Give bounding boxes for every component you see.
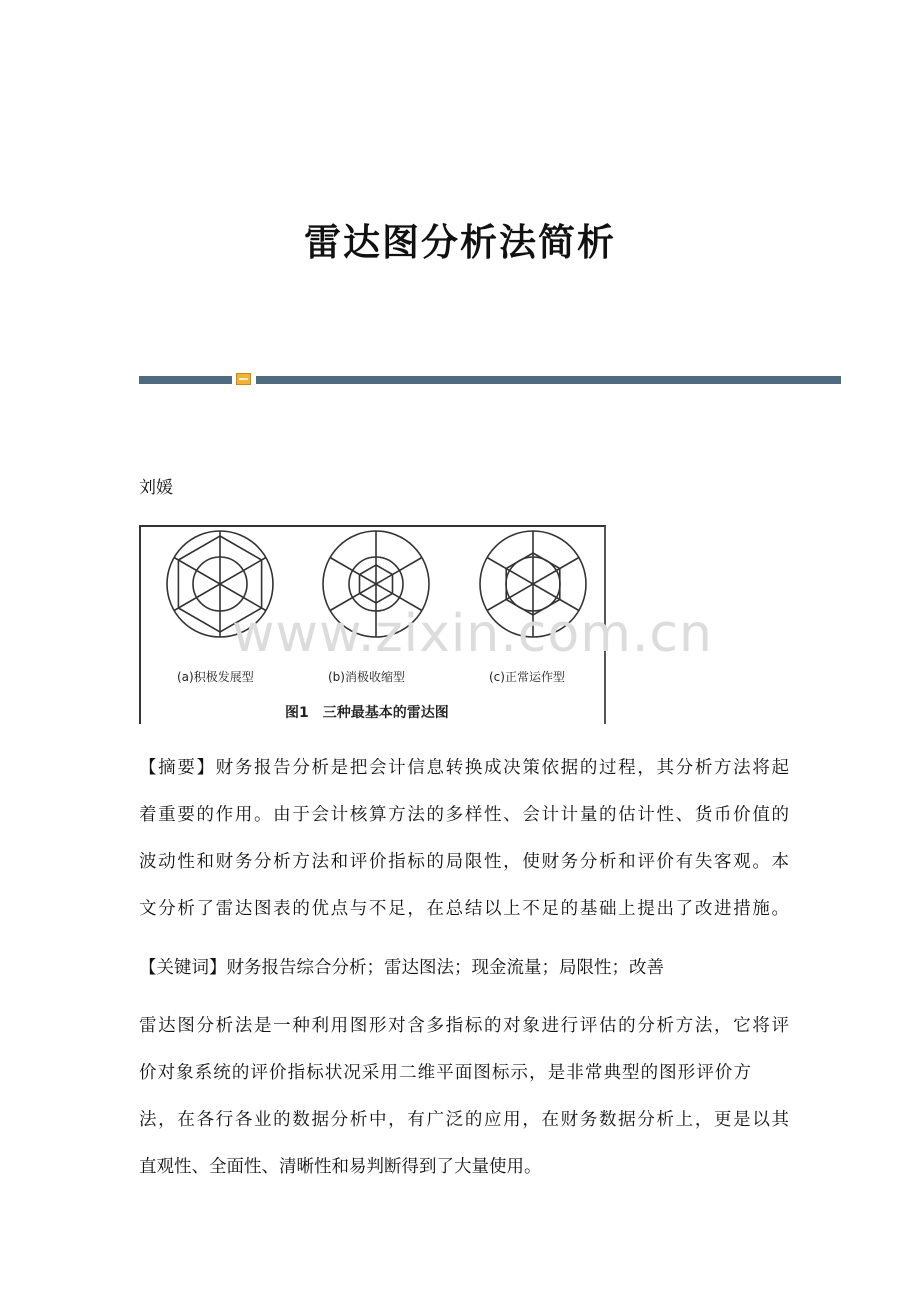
figure-label-a: (a)积极发展型	[177, 670, 254, 684]
radar-chart-c	[480, 531, 586, 637]
author-name: 刘媛	[139, 478, 173, 498]
abstract-line: 波动性和财务分析方法和评价指标的局限性，使财务分析和评价有失客观。本	[139, 852, 789, 872]
figure-label-b: (b)消极收缩型	[328, 670, 405, 684]
radar-figure-drawing	[141, 527, 604, 724]
body-paragraph	[139, 1003, 789, 1191]
watermark: www.zixin.com.cn	[232, 604, 713, 664]
divider-ornament-icon	[236, 373, 251, 385]
divider-right-bar	[256, 376, 841, 384]
body-line: 直观性、全面性、清晰性和易判断得到了大量使用。	[139, 1157, 542, 1177]
document-title: 雷达图分析法简析	[304, 221, 616, 264]
body-line: 雷达图分析法是一种利用图形对含多指标的对象进行评估的分析方法，它将评	[139, 1016, 789, 1036]
keywords-line: 【关键词】财务报告综合分析；雷达图法；现金流量；局限性；改善	[139, 958, 664, 978]
abstract-line: 着重要的作用。由于会计核算方法的多样性、会计计量的估计性、货币价值的	[139, 805, 789, 825]
body-line: 价对象系统的评价指标状况采用二维平面图标示，是非常典型的图形评价方	[139, 1063, 751, 1083]
figure-caption: 图1 三种最基本的雷达图	[285, 705, 449, 721]
divider-left-bar	[139, 376, 232, 384]
figure-label-c: (c)正常运作型	[489, 670, 565, 684]
radar-chart-a	[167, 531, 273, 637]
body-line: 法，在各行各业的数据分析中，有广泛的应用，在财务数据分析上，更是以其	[139, 1110, 789, 1130]
abstract-line: 【摘要】财务报告分析是把会计信息转换成决策依据的过程，其分析方法将起	[139, 758, 789, 778]
keywords-paragraph	[139, 945, 789, 992]
abstract-line: 文分析了雷达图表的优点与不足，在总结以上不足的基础上提出了改进措施。	[139, 899, 789, 919]
abstract-paragraph	[139, 745, 789, 933]
radar-figure	[139, 525, 606, 724]
radar-chart-b	[323, 531, 429, 637]
